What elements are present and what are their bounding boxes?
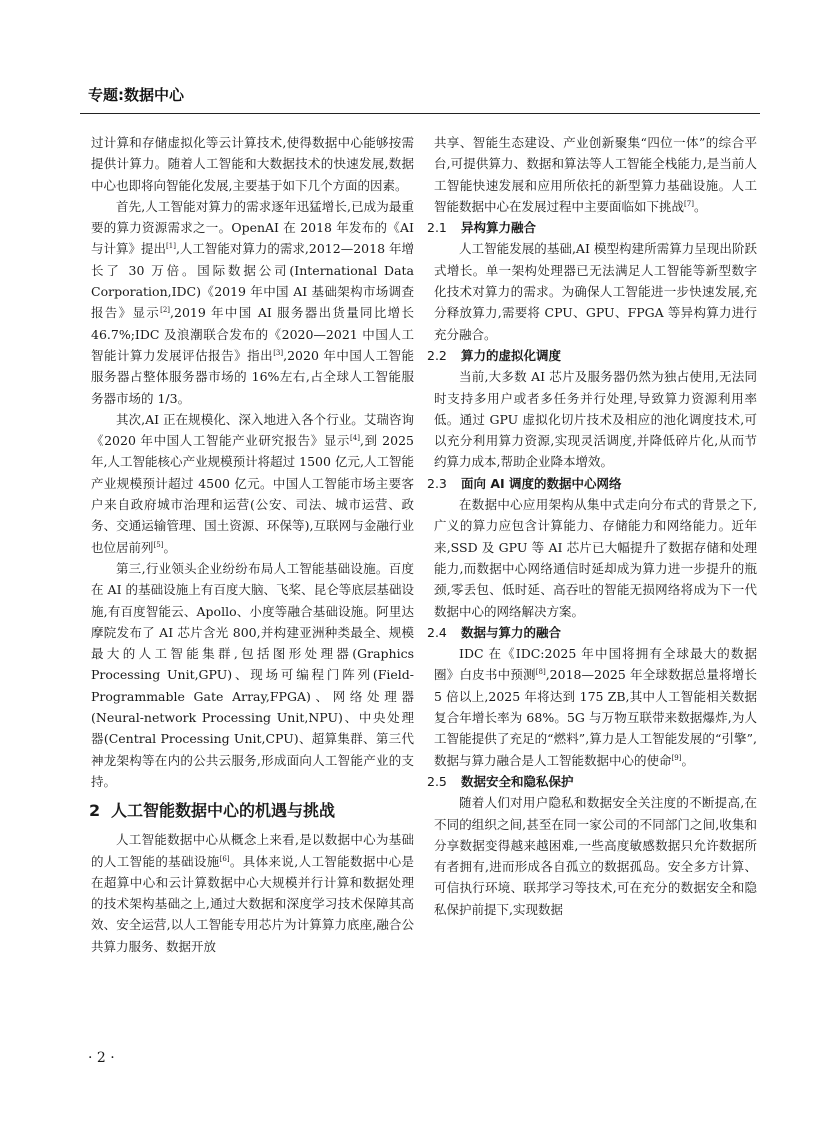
- subsection-title: 异构算力融合: [461, 220, 537, 236]
- paragraph: 人工智能发展的基础,AI 模型构建所需算力呈现出阶跃式增长。单一架构处理器已无法满足人工智能等新型数字化技术对算力的需求。为确保人工智能进一步快速发展,充分释放算力,需要将 CPU、GPU、FPGA 等异构算力进行充分融合。: [434, 241, 757, 342]
- subsection-number: 2.4: [427, 624, 447, 640]
- subsection-title: 数据安全和隐私保护: [461, 773, 574, 789]
- subsection-title: 数据与算力的融合: [461, 624, 562, 640]
- paragraph-text: 。: [163, 539, 176, 555]
- paragraph: [91, 196, 414, 409]
- subsection-number: 2.5: [427, 773, 447, 789]
- subsection-heading: [427, 473, 757, 494]
- paragraph: [434, 132, 757, 217]
- paragraph-text: 首先,人工智能对算力的需求逐年迅猛增长,已成为最重要的算力资源需求之一。OpenAI 在 2018 年发布的《AI 与计算》提出: [91, 198, 414, 257]
- paragraph: 在数据中心应用架构从集中式走向分布式的背景之下,广义的算力应包含计算能力、存储能力和网络能力。近年来,SSD 及 GPU 等 AI 芯片已大幅提升了数据存储和处理能力,而数据中心网络通信时延却成为算力进一步提升的瓶颈,零丢包、低时延、高吞吐的智能无损网络将成为下一代数据中心的网络解决方案。: [434, 497, 757, 619]
- paragraph-text: 。具体来说,人工智能数据中心是在超算中心和云计算数据中心大规模并行计算和数据处理的技术架构基础之上,通过大数据和深度学习技术保障其高效、安全运营,以人工智能专用芯片为计算算力底座,融合公共算力服务、数据开放: [91, 853, 414, 954]
- paragraph: 过计算和存储虚拟化等云计算技术,使得数据中心能够按需提供计算力。随着人工智能和大数据技术的快速发展,数据中心也即将向智能化发展,主要基于如下几个方面的因素。: [91, 135, 414, 193]
- section-heading: [91, 799, 414, 823]
- section-number: 2: [89, 801, 101, 821]
- paragraph-text: 其次,AI 正在规模化、深入地进入各个行业。艾瑞咨询《2020 年中国人工智能产业研究报告》显示: [91, 411, 414, 449]
- citation[interactable]: [3]: [273, 348, 284, 357]
- section-title: 人工智能数据中心的机遇与挑战: [111, 801, 336, 821]
- paragraph-text: ,2020 年中国人工智能服务器占整体服务器市场的 16%左右,占全球人工智能服务器市场的 1/3。: [91, 347, 414, 406]
- subsection-title: 算力的虚拟化调度: [461, 347, 562, 363]
- header-divider: [80, 113, 760, 114]
- paragraph-text: ,到 2025 年,人工智能核心产业规模预计将超过 1500 亿元,人工智能产业规模预计超过 4500 亿元。中国人工智能市场主要客户来自政府城市治理和运营(公安、司法、城市运营、政务、交通运输管理、国土资源、环保等),互联网与金融行业也位居前列: [91, 433, 414, 555]
- page-number: · 2 ·: [88, 1050, 115, 1066]
- citation[interactable]: [9]: [671, 753, 682, 762]
- citation[interactable]: [6]: [219, 854, 230, 863]
- right-column: [427, 132, 757, 920]
- subsection-number: 2.3: [427, 475, 447, 491]
- paragraph: [91, 409, 414, 558]
- subsection-number: 2.2: [427, 347, 447, 363]
- subsection-heading: [427, 345, 757, 366]
- paragraph: 随着人们对用户隐私和数据安全关注度的不断提高,在不同的组织之间,甚至在同一家公司的不同部门之间,收集和分享数据变得越来越困难,一些高度敏感数据只允许数据所有者拥有,进而形成各自孤立的数据孤岛。安全多方计算、可信执行环境、联邦学习等技术,可在充分的数据安全和隐私保护前提下,实现数据: [434, 795, 757, 917]
- subsection-title: 面向 AI 调度的数据中心网络: [461, 475, 622, 491]
- citation[interactable]: [5]: [153, 540, 164, 549]
- paragraph-text: 共享、智能生态建设、产业创新聚集“四位一体”的综合平台,可提供算力、数据和算法等人工智能全栈能力,是当前人工智能快速发展和应用所依托的新型算力基础设施。人工智能数据中心在发展过程中主要面临如下挑战: [434, 135, 757, 214]
- left-column: [91, 132, 414, 957]
- subsection-heading: [427, 217, 757, 238]
- paragraph: 当前,大多数 AI 芯片及服务器仍然为独占使用,无法同时支持多用户或者多任务并行处理,导致算力资源利用率低。通过 GPU 虚拟化切片技术及相应的池化调度技术,可以充分利用算力资源,实现灵活调度,并降低碎片化,从而节约算力成本,帮助企业降本增效。: [434, 369, 757, 470]
- citation[interactable]: [1]: [166, 242, 176, 251]
- paragraph-text: 。: [681, 752, 694, 768]
- paragraph-text: ,2018—2025 年全球数据总量将增长 5 倍以上,2025 年将达到 175 ZB,其中人工智能相关数据复合年增长率为 68%。5G 与万物互联带来数据爆炸,为人工智能提供了充足的“燃料”,算力是人工智能发展的“引擎”,数据与算力融合是人工智能数据中心的使命: [434, 667, 757, 768]
- paragraph-text: IDC 在《IDC:2025 年中国将拥有全球最大的数据圈》白皮书中预测: [434, 646, 757, 683]
- subsection-number: 2.1: [427, 220, 447, 236]
- paragraph-text: 。: [693, 198, 707, 214]
- paragraph-text: ,2019 年中国 AI 服务器出货量同比增长 46.7%;IDC 及浪潮联合发布的《2020—2021 中国人工智能计算力发展评估报告》指出: [91, 305, 414, 363]
- citation[interactable]: [4]: [350, 434, 360, 442]
- running-header: 专题:数据中心: [88, 86, 184, 104]
- citation[interactable]: [2]: [160, 306, 171, 315]
- paragraph: 第三,行业领头企业纷纷布局人工智能基础设施。百度在 AI 的基础设施上有百度大脑、飞桨、昆仑等底层基础设施,有百度智能云、Apollo、小度等融合基础设施。阿里达摩院发布了 AI 芯片含光 800,并构建亚洲种类最全、规模最大的人工智能集群,包括图形处理器(Graphics Processing Unit,GPU)、现场可编程门阵列(Field-Programmable Gate Array,FPGA)、网络处理器(Neural-network Processing Unit,NPU)、中央处理器(Central Processing Unit,CPU)、超算集群、第三代神龙架构等在内的公共云服务,形成面向人工智能产业的支持。: [91, 560, 414, 789]
- subsection-heading: [427, 771, 757, 792]
- subsection-heading: [427, 622, 757, 643]
- paragraph: [434, 643, 757, 771]
- paragraph-text: ,人工智能对算力的需求,2012—2018 年增长了 30 万倍。国际数据公司(International Data Corporation,IDC)《2019 年中国 AI 基础架构市场调查报告》显示: [91, 241, 414, 321]
- paragraph-text: 人工智能数据中心从概念上来看,是以数据中心为基础的人工智能的基础设施: [91, 832, 414, 869]
- citation[interactable]: [7]: [684, 199, 694, 208]
- citation[interactable]: [8]: [535, 668, 546, 677]
- paragraph: [91, 829, 414, 957]
